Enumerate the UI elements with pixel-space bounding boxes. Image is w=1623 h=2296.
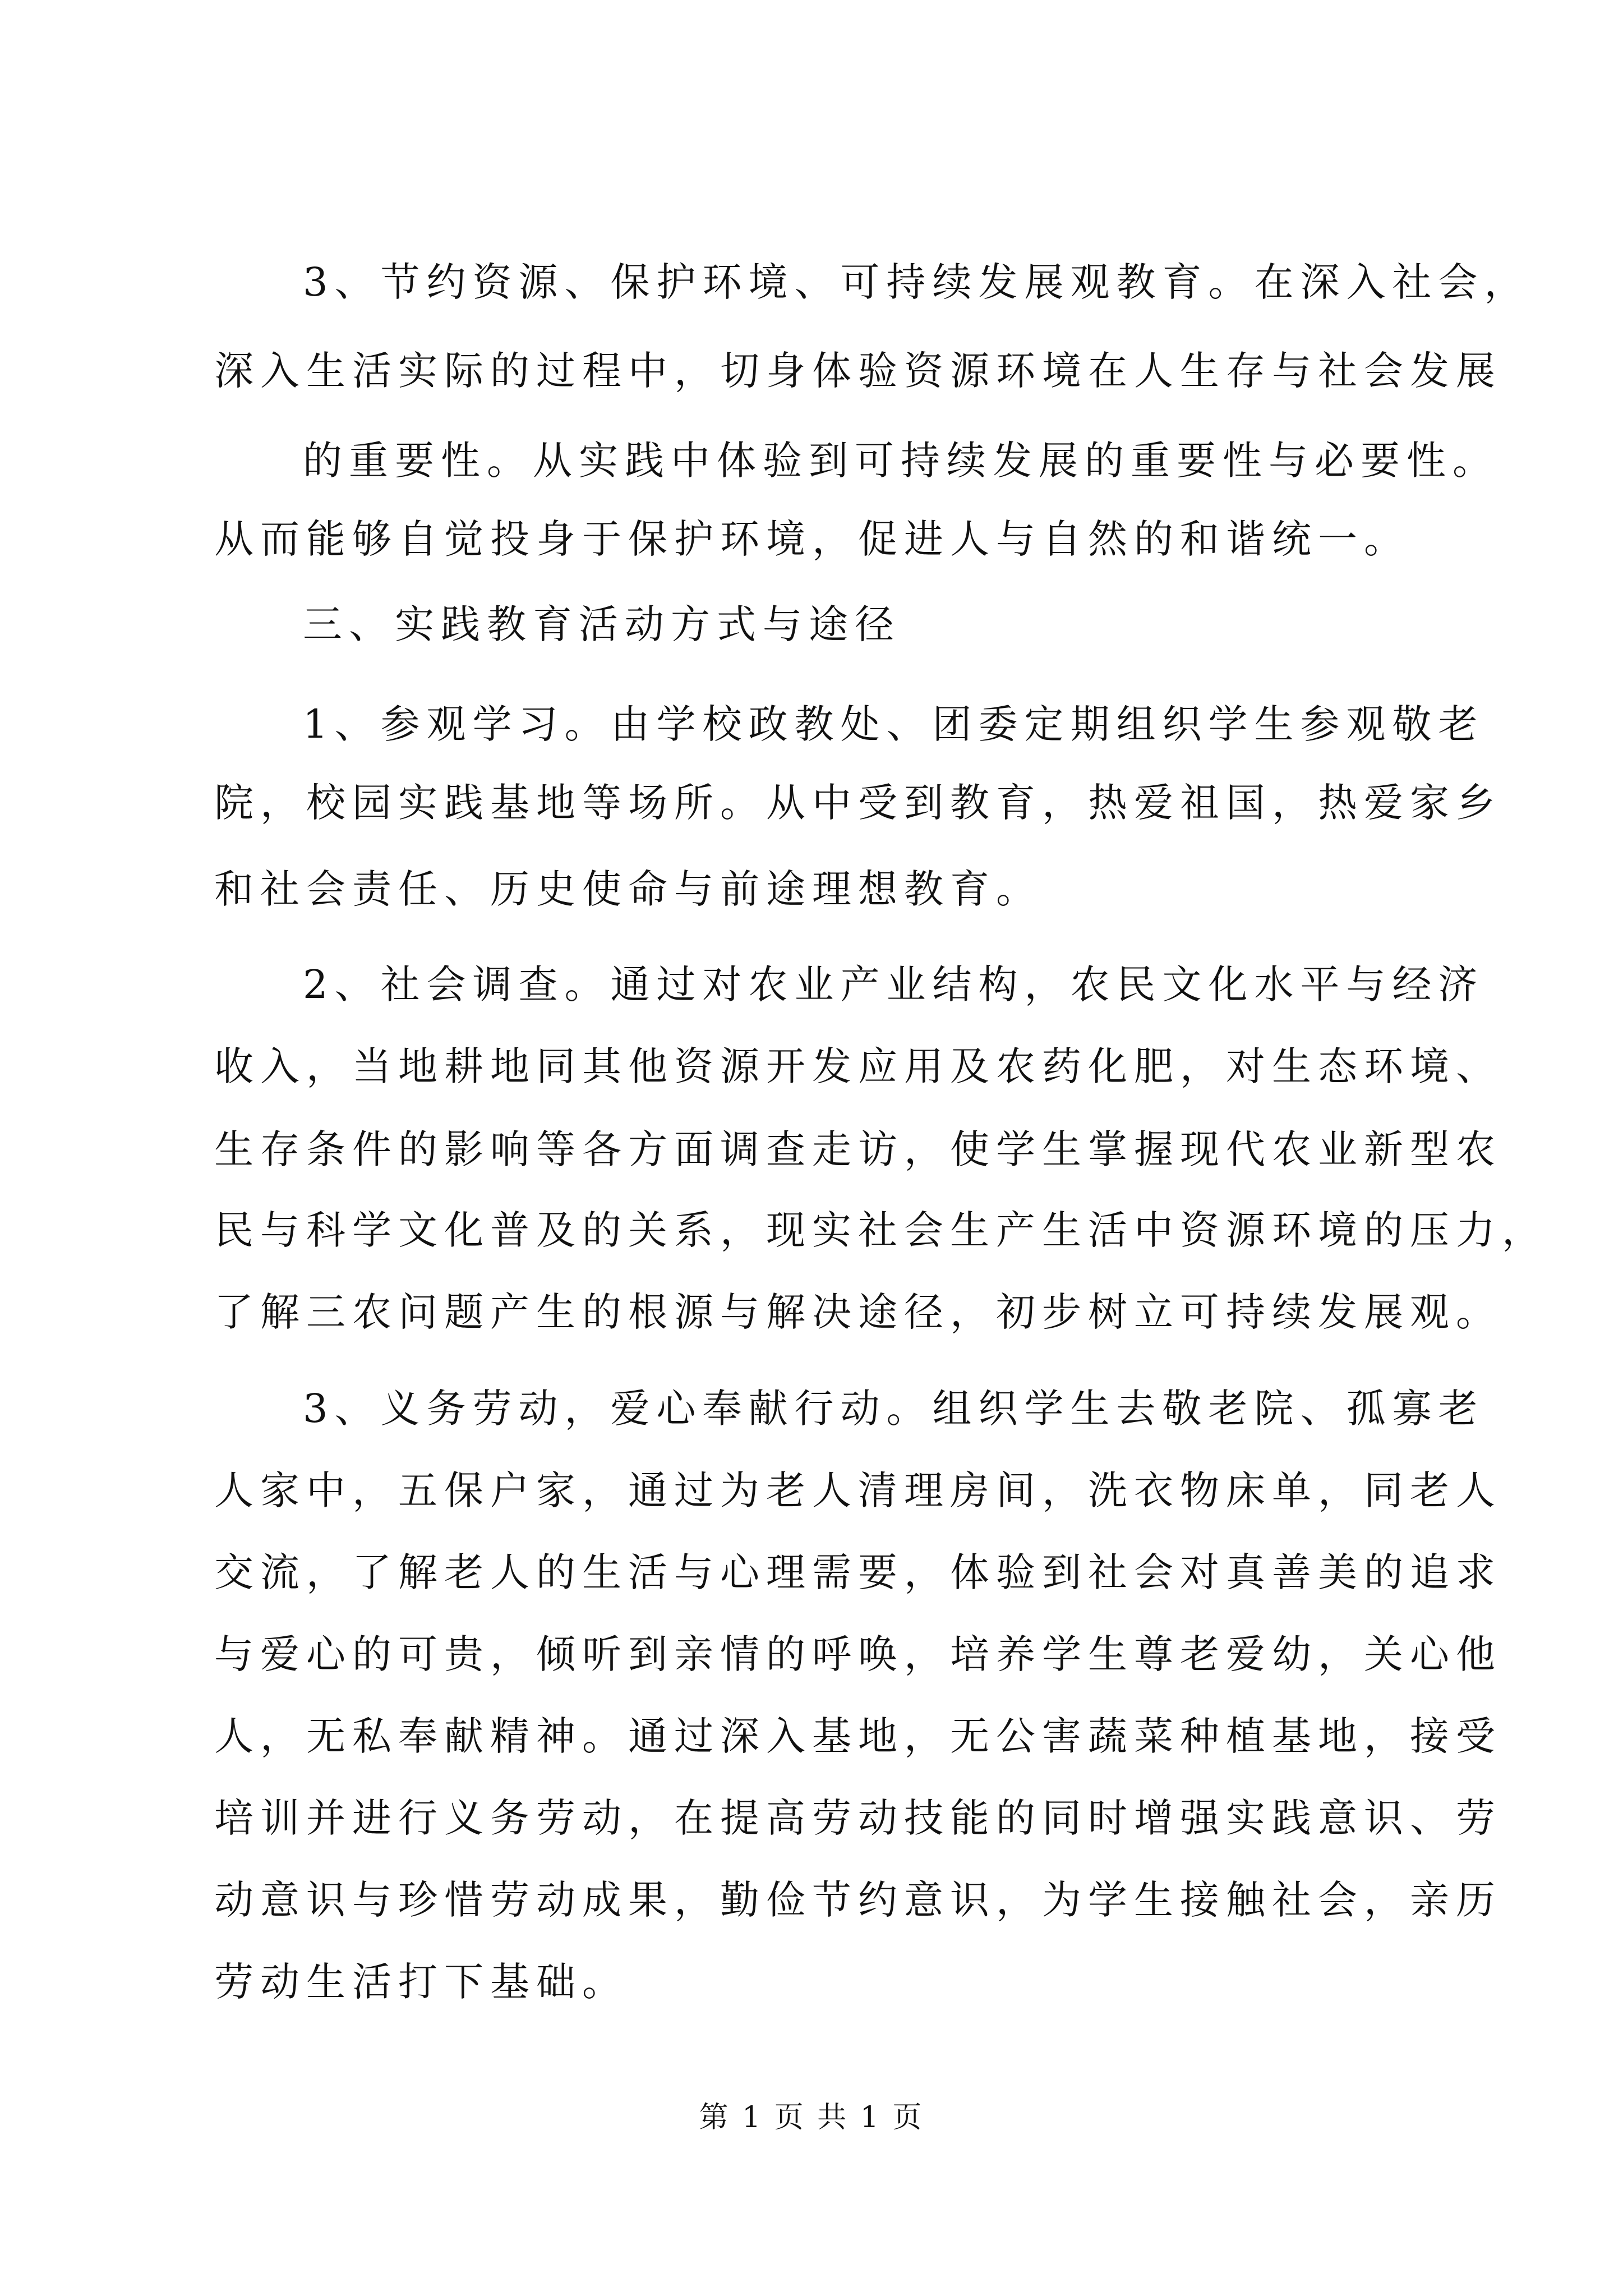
paragraph-line: 从而能够自觉投身于保护环境，促进人与自然的和谐统一。 (214, 516, 1410, 562)
paragraph-line: 的重要性。从实践中体验到可持续发展的重要性与必要性。 (303, 438, 1498, 484)
paragraph-line: 民与科学文化普及的关系，现实社会生产生活中资源环境的压力， (214, 1207, 1548, 1253)
paragraph-line: 交流，了解老人的生活与心理需要，体验到社会对真善美的追求 (214, 1549, 1502, 1595)
paragraph-line: 1、参观学习。由学校政教处、团委定期组织学生参观敬老 (303, 701, 1484, 747)
paragraph-line: 人，无私奉献精神。通过深入基地，无公害蔬菜种植基地，接受 (214, 1713, 1502, 1759)
paragraph-line: 与爱心的可贵，倾听到亲情的呼唤，培养学生尊老爱幼，关心他 (214, 1631, 1502, 1677)
paragraph-line: 培训并进行义务劳动，在提高劳动技能的同时增强实践意识、劳 (214, 1795, 1502, 1841)
paragraph-line: 收入，当地耕地同其他资源开发应用及农药化肥，对生态环境、 (214, 1043, 1502, 1089)
paragraph-line: 3、节约资源、保护环境、可持续发展观教育。在深入社会， (303, 259, 1530, 305)
paragraph-line: 劳动生活打下基础。 (214, 1959, 628, 2005)
paragraph-line: 和社会责任、历史使命与前途理想教育。 (214, 866, 1042, 912)
paragraph-line: 2、社会调查。通过对农业产业结构，农民文化水平与经济 (303, 961, 1484, 1007)
paragraph-line: 动意识与珍惜劳动成果，勤俭节约意识，为学生接触社会，亲历 (214, 1877, 1502, 1923)
paragraph-line: 了解三农问题产生的根源与解决途径，初步树立可持续发展观。 (214, 1289, 1502, 1335)
page-footer: 第 1 页 共 1 页 (699, 2101, 924, 2134)
section-heading: 三、实践教育活动方式与途径 (303, 601, 901, 647)
paragraph-line: 人家中，五保户家，通过为老人清理房间，洗衣物床单，同老人 (214, 1467, 1502, 1513)
paragraph-line: 生存条件的影响等各方面调查走访，使学生掌握现代农业新型农 (214, 1126, 1502, 1172)
paragraph-line: 3、义务劳动，爱心奉献行动。组织学生去敬老院、孤寡老 (303, 1386, 1484, 1432)
paragraph-line: 深入生活实际的过程中，切身体验资源环境在人生存与社会发展 (214, 348, 1502, 394)
paragraph-line: 院，校园实践基地等场所。从中受到教育，热爱祖国，热爱家乡 (214, 780, 1502, 826)
